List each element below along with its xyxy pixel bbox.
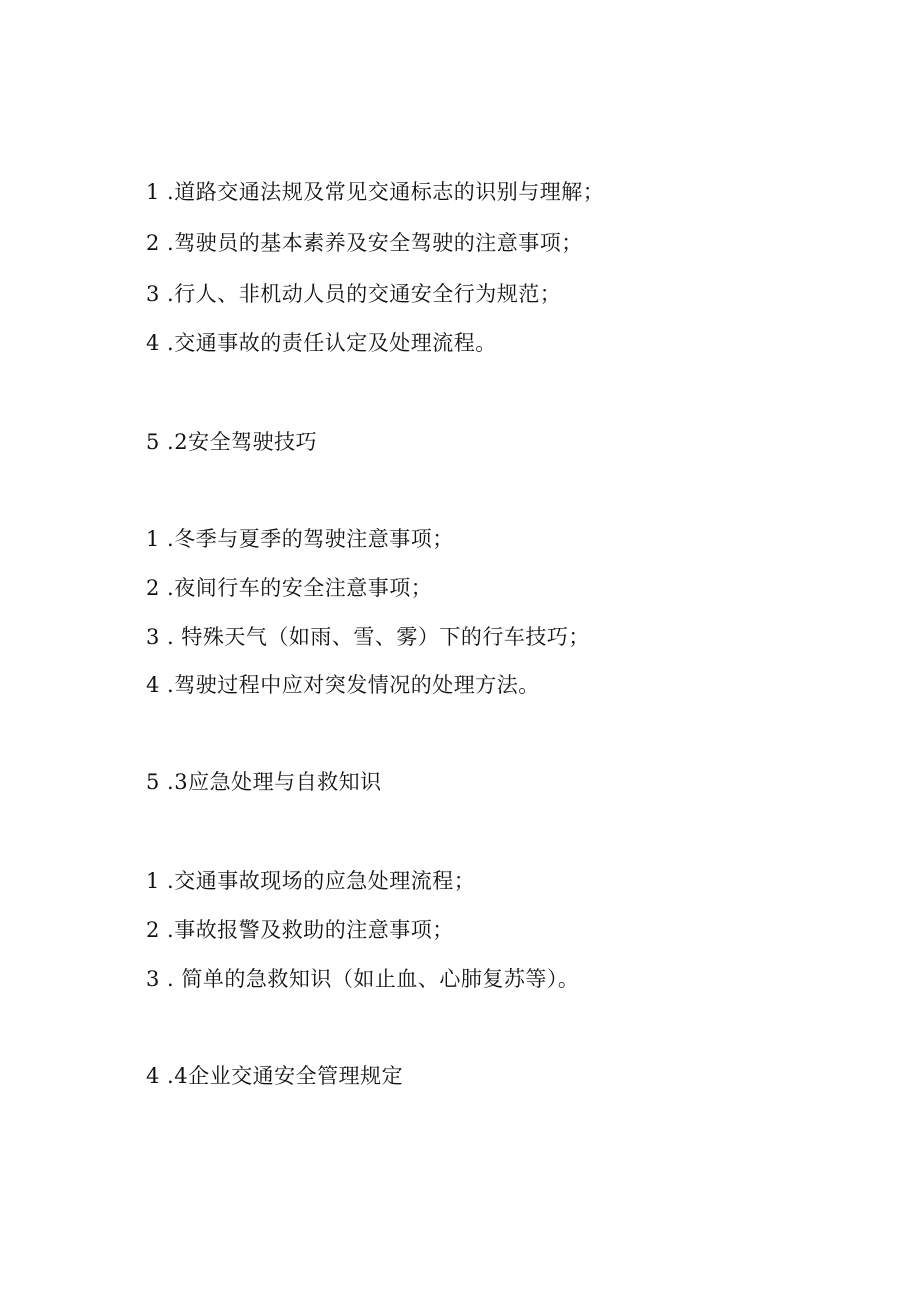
- list-item: 2 .事故报警及救助的注意事项；: [146, 918, 454, 942]
- list-item: 1 .道路交通法规及常见交通标志的识别与理解；: [146, 180, 605, 204]
- section-heading-5-3: 5 .3应急处理与自救知识: [146, 770, 382, 794]
- list-item: 1 .冬季与夏季的驾驶注意事项；: [146, 527, 454, 551]
- list-item: 4 .驾驶过程中应对突发情况的处理方法。: [146, 673, 540, 697]
- list-item: 2 .夜间行车的安全注意事项；: [146, 576, 433, 600]
- list-item: 4 .交通事故的责任认定及处理流程。: [146, 331, 497, 355]
- section-heading-4-4: 4 .4企业交通安全管理规定: [146, 1064, 404, 1088]
- list-item: 3 . 简单的急救知识（如止血、心肺复苏等）。: [146, 967, 580, 991]
- section-heading-5-2: 5 .2安全驾驶技巧: [146, 430, 318, 454]
- list-item: 3 .行人、非机动人员的交通安全行为规范；: [146, 282, 562, 306]
- list-item: 1 .交通事故现场的应急处理流程；: [146, 869, 476, 893]
- list-item: 3 . 特殊天气（如雨、雪、雾）下的行车技巧；: [146, 625, 590, 649]
- list-item: 2 .驾驶员的基本素养及安全驾驶的注意事项；: [146, 231, 583, 255]
